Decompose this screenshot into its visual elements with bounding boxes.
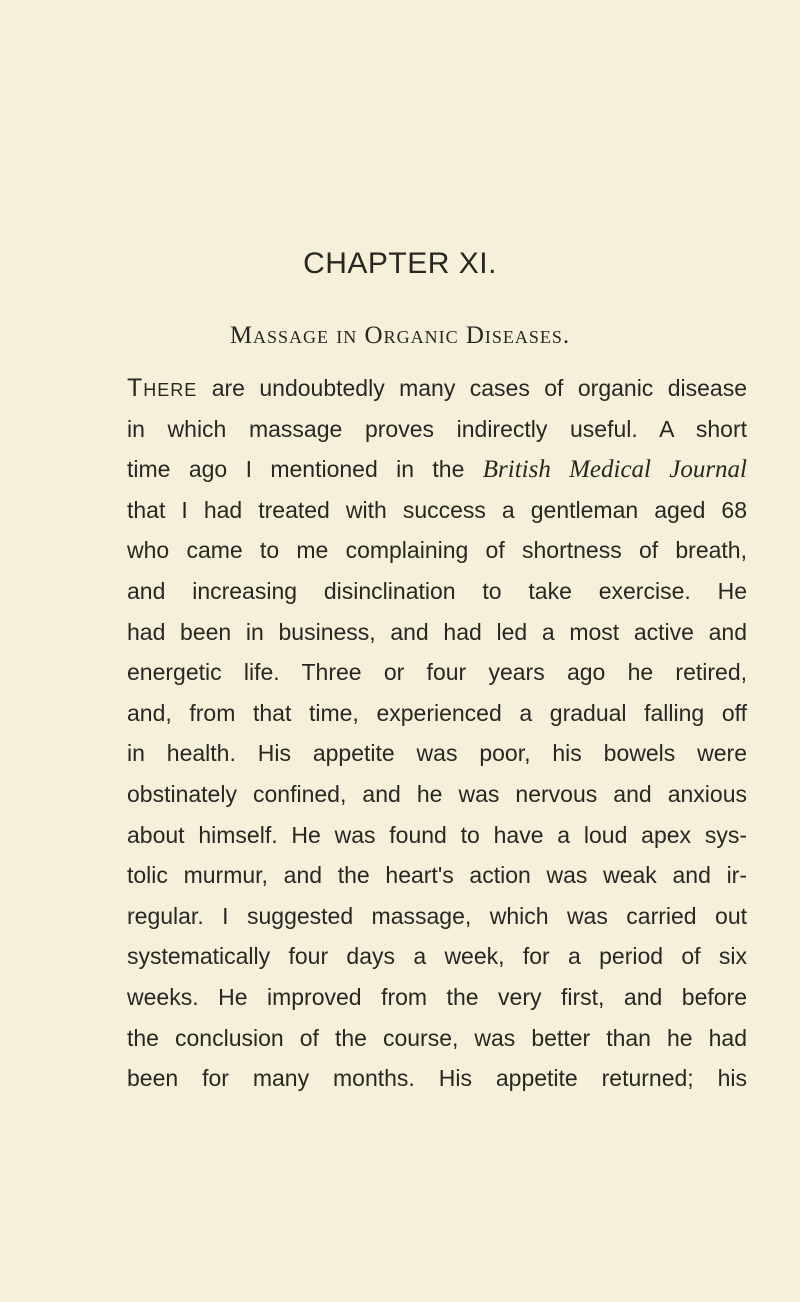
text-line: obstinately confined, and he was nervous and anxious: [127, 780, 747, 807]
text-line: been for many months. His appetite returned; his: [127, 1065, 747, 1092]
text-line: in which massage proves indirectly useful. A short: [127, 415, 747, 442]
paragraph-opener: There: [127, 374, 198, 402]
text-line: regular. I suggested massage, which was carried out: [127, 902, 747, 929]
text-line: that I had treated with success a gentleman aged 68: [127, 496, 747, 523]
text-line-segment: time ago I mentioned in the: [127, 456, 483, 483]
text-line: and, from that time, experienced a gradual falling off: [127, 699, 747, 726]
text-line: [127, 368, 747, 409]
text-line: systematically four days a week, for a period of six: [127, 943, 747, 970]
text-line: had been in business, and had led a most active and: [127, 618, 747, 645]
chapter-title: Massage in Organic Diseases.: [229, 322, 571, 349]
journal-title: British Medical Journal: [482, 456, 748, 484]
text-line: in health. His appetite was poor, his bowels were: [127, 740, 747, 767]
chapter-heading: CHAPTER XI.: [303, 247, 497, 280]
body-paragraph: [127, 368, 747, 1099]
text-line: and increasing disinclination to take exercise. He: [127, 577, 747, 604]
text-line: about himself. He was found to have a loud apex sys-: [127, 821, 747, 848]
text-line: the conclusion of the course, was better than he had: [127, 1024, 747, 1051]
text-line: [127, 449, 747, 490]
text-line-segment: are undoubtedly many cases of organic disease: [197, 375, 747, 401]
text-line: tolic murmur, and the heart's action was weak and ir-: [127, 862, 747, 889]
text-line: who came to me complaining of shortness of breath,: [127, 537, 747, 564]
text-line: energetic life. Three or four years ago he retired,: [127, 659, 747, 686]
text-line: weeks. He improved from the very first, and before: [127, 983, 747, 1010]
